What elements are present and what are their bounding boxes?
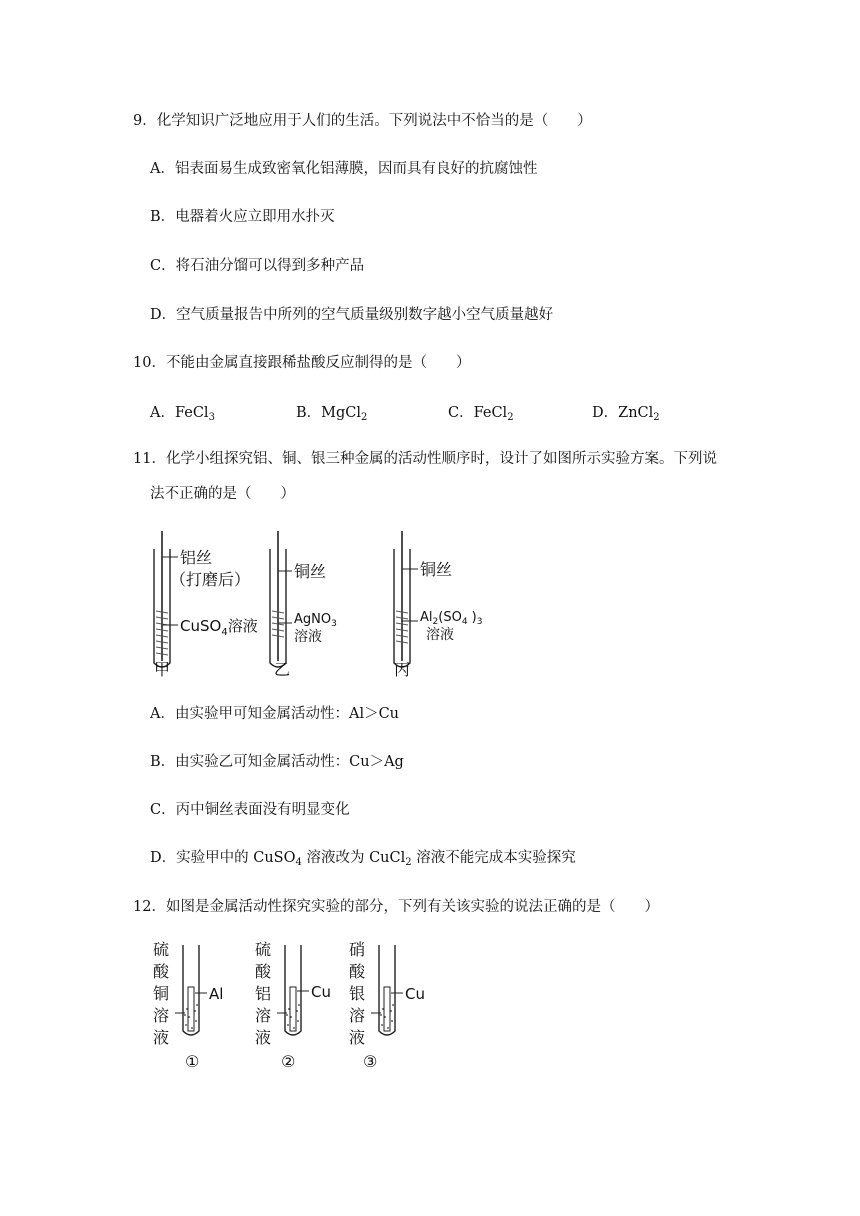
- tube-3-char-4: 溶: [349, 1006, 366, 1025]
- tube-2-char-1: 硫: [255, 940, 272, 959]
- tube-3-char-2: 酸: [349, 962, 366, 981]
- tube-bing-label-wire: 铜丝: [420, 560, 453, 579]
- tube-bing-solution-word: 溶液: [426, 627, 454, 643]
- tube-jia-label-wire: 铝丝: [180, 548, 213, 567]
- tube-yi-solution-word: 溶液: [294, 629, 322, 645]
- question-11-option-a: A．由实验甲可知金属活动性：Al＞Cu: [150, 706, 400, 722]
- question-9-option-d: D．空气质量报告中所列的空气质量级别数字越小空气质量越好: [150, 307, 554, 323]
- tube-3-char-3: 银: [349, 984, 366, 1003]
- test-tube-jia: [154, 531, 258, 679]
- test-tube-2: [255, 940, 331, 1071]
- question-12-figure: [145, 935, 445, 1075]
- test-tube-yi: [270, 531, 337, 679]
- question-11-stem-line1: 11．化学小组探究铝、铜、银三种金属的活动性顺序时，设计了如图所示实验方案。下列说: [133, 451, 717, 467]
- tube-1-char-2: 酸: [153, 962, 170, 981]
- question-10-option-d: D．ZnCl$_2$: [592, 405, 660, 423]
- question-10-stem: 10．不能由金属直接跟稀盐酸反应制得的是（ ）: [133, 355, 471, 371]
- question-9-option-b: B．电器着火应立即用水扑灭: [150, 209, 335, 225]
- test-tube-1: [153, 940, 223, 1071]
- question-10-options: [150, 401, 710, 423]
- tube-1-char-3: 铜: [153, 984, 170, 1003]
- tube-yi-solution-formula: AgNO$_3$: [294, 612, 337, 629]
- tube-2-char-4: 溶: [255, 1006, 272, 1025]
- tube-2-metal: Cu: [311, 983, 331, 1001]
- tube-3-char-5: 液: [349, 1028, 366, 1047]
- question-10-option-a: A．FeCl$_3$: [150, 405, 215, 423]
- question-9-option-a: A．铝表面易生成致密氧化铝薄膜，因而具有良好的抗腐蚀性: [150, 161, 538, 177]
- tube-1-caption: ①: [185, 1052, 200, 1071]
- question-11-option-d: D．实验甲中的 CuSO$_4$ 溶液改为 CuCl$_2$ 溶液不能完成本实验探究: [150, 850, 576, 868]
- tube-3-metal: Cu: [405, 985, 425, 1003]
- question-11-figure: [140, 525, 500, 685]
- tube-2-char-2: 酸: [255, 962, 272, 981]
- tube-1-char-5: 液: [153, 1028, 170, 1047]
- tube-1-char-1: 硫: [153, 940, 170, 959]
- tube-1-char-4: 溶: [153, 1006, 170, 1025]
- tube-2-char-5: 液: [255, 1028, 272, 1047]
- test-tube-bing: [394, 531, 483, 679]
- tube-jia-label-polished: （打磨后）: [170, 570, 251, 589]
- question-10-option-c: C．FeCl$_2$: [448, 405, 514, 423]
- test-tube-3: [349, 940, 425, 1071]
- tube-yi-label-wire: 铜丝: [294, 562, 327, 581]
- tube-jia-solution: CuSO$_4$溶液: [180, 617, 258, 638]
- question-11-stem-line2: 法不正确的是（ ）: [150, 486, 295, 502]
- question-9-option-c: C．将石油分馏可以得到多种产品: [150, 258, 365, 274]
- tube-2-char-3: 铝: [255, 984, 272, 1003]
- question-12-stem: 12．如图是金属活动性探究实验的部分，下列有关该实验的说法正确的是（ ）: [133, 899, 659, 915]
- question-11-option-b: B．由实验乙可知金属活动性：Cu＞Ag: [150, 754, 404, 770]
- tube-jia-caption: 甲: [154, 660, 171, 679]
- question-10-option-b: B．MgCl$_2$: [296, 405, 368, 423]
- tube-3-caption: ③: [363, 1052, 378, 1071]
- tube-bing-solution-formula: $Al_2(SO_4$ )$_3$: [420, 610, 483, 627]
- tube-yi-caption: 乙: [274, 660, 291, 679]
- tube-3-char-1: 硝: [349, 940, 366, 959]
- question-9-stem: 9．化学知识广泛地应用于人们的生活。下列说法中不恰当的是（ ）: [133, 113, 592, 129]
- question-11-option-c: C．丙中铜丝表面没有明显变化: [150, 802, 350, 818]
- tube-1-metal: Al: [209, 985, 224, 1003]
- tube-bing-caption: 丙: [394, 660, 411, 679]
- tube-2-caption: ②: [281, 1052, 296, 1071]
